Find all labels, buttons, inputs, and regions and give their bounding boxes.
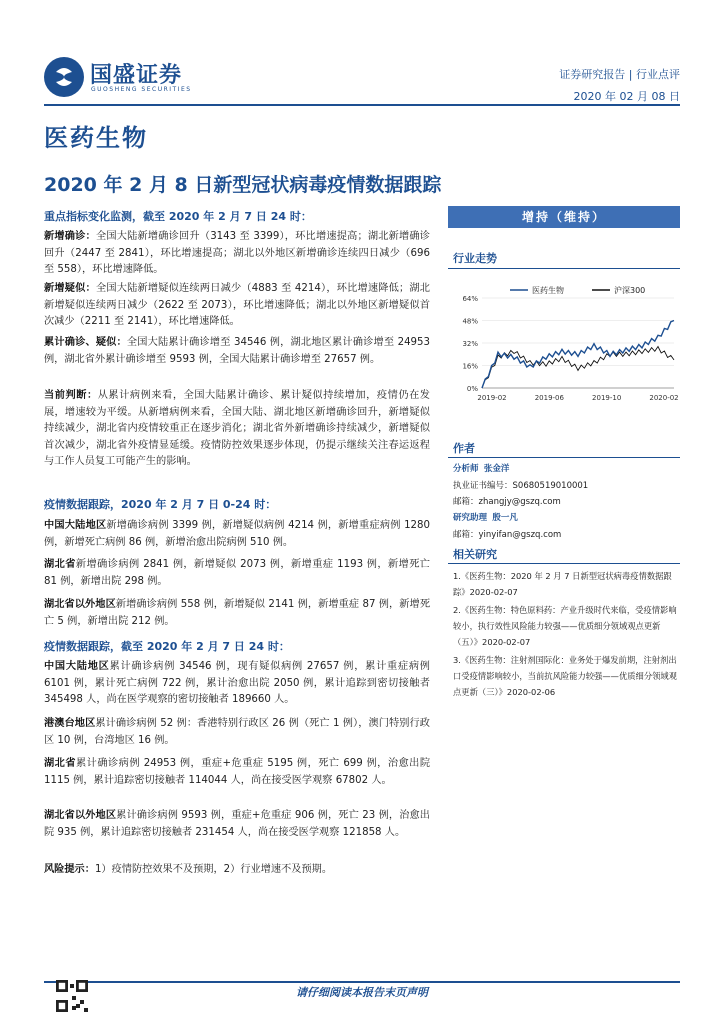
email-line-1	[453, 495, 561, 509]
label: 港澳台地区	[44, 718, 96, 729]
paragraph-cum-outside-hubei	[44, 808, 430, 841]
analyst-label: 分析师	[453, 464, 479, 474]
label: 新增确诊：	[44, 231, 96, 242]
x-tick-label: 2020-02	[649, 394, 679, 402]
paragraph-cum-hmt	[44, 716, 430, 749]
y-tick-label: 64%	[462, 295, 478, 303]
analyst-line	[453, 462, 509, 476]
cert-number: S0680519010001	[512, 481, 589, 491]
company-name-en: GUOSHENG SECURITIES	[91, 86, 192, 93]
y-tick-label: 16%	[462, 362, 478, 371]
label: 中国大陆地区	[44, 661, 110, 672]
header-divider	[44, 104, 680, 106]
label: 湖北省	[44, 559, 76, 570]
related-report-1[interactable]: 1.《医药生物：2020 年 2 月 7 日新型冠状病毒疫情数据跟踪》2020-02-07	[453, 571, 672, 597]
cert-line	[453, 479, 588, 493]
company-name: 国盛证券	[90, 63, 183, 88]
trend-divider	[448, 268, 680, 269]
footer-divider	[44, 981, 680, 983]
email-label: 邮箱：	[453, 497, 479, 507]
x-tick-label: 2019-06	[534, 394, 564, 402]
chart-lines	[482, 321, 674, 389]
text: 新增确诊病例 3399 例，新增疑似病例 4214 例，新增重症病例 1280 例，新增死亡病例 86 例，新增治愈出院病例 510 例。	[44, 520, 431, 548]
paragraph-cum-mainland	[44, 659, 430, 709]
label: 中国大陆地区	[44, 520, 107, 531]
text: 累计确诊病例 34546 例，现有疑似病例 27657 例，累计重症病例 6101 例，累计死亡病例 722 例，累计治愈出院 2050 例，累计追踪到密切接触者 345498 人，尚在医学观察的密切接触者 189660 人。	[44, 661, 430, 705]
label: 累计确诊、疑似：	[44, 337, 127, 348]
text: 累计确诊病例 52 例：香港特别行政区 26 例（死亡 1 例），澳门特别行政区 10 例，台湾地区 16 例。	[44, 718, 430, 746]
text: 全国大陆新增确诊回升（3143 至 3399），环比增速提高；湖北新增确诊回升（2447 至 2841），环比增速提高；湖北以外地区新增确诊连续四日减少（696 至 558），环比增速降低。	[44, 231, 430, 275]
report-title: 2020 年 2 月 8 日新型冠状病毒疫情数据跟踪	[44, 174, 442, 196]
related-divider	[448, 563, 680, 564]
label: 湖北省以外地区	[44, 599, 116, 610]
trend-heading: 行业走势	[453, 252, 497, 265]
assistant-email[interactable]: yinyifan@gszq.com	[478, 530, 562, 540]
footer-disclaimer: 请仔细阅读本报告末页声明	[296, 986, 428, 999]
rating-badge: 增持（维持）	[448, 206, 680, 228]
text: 新增确诊病例 558 例，新增疑似 2141 例，新增重症 87 例，新增死亡 5 例，新增出院 212 例。	[44, 599, 431, 627]
section-heading-daily: 疫情数据跟踪，2020 年 2 月 7 日 0-24 时：	[44, 498, 277, 511]
paragraph-new-suspected	[44, 281, 430, 331]
x-tick-label: 2019-10	[592, 394, 622, 402]
paragraph-risk	[44, 862, 430, 879]
logo-mark-icon	[52, 64, 76, 90]
paragraph-new-confirmed	[44, 229, 430, 279]
report-type: 证券研究报告 | 行业点评	[559, 68, 680, 81]
report-date: 2020 年 02 月 08 日	[573, 90, 680, 103]
text: 累计确诊病例 24953 例，重症+危重症 5195 例，死亡 699 例，治愈出院 1115 例，累计追踪密切接触者 114044 人，尚在接受医学观察 67802 人。	[44, 758, 431, 786]
related-heading: 相关研究	[453, 548, 497, 561]
industry-trend-chart	[452, 280, 680, 410]
paragraph-cumulative	[44, 335, 430, 368]
related-report-2[interactable]: 2.《医药生物：特色原料药：产业升级时代来临，受疫情影响较小，执行效性风险能力较强——优质细分领域观点更新（五）》2020-02-07	[453, 605, 677, 647]
author-divider	[448, 457, 680, 458]
series-line-hs300	[482, 347, 674, 389]
risk-text: 1）疫情防控效果不及预期，2）行业增速不及预期。	[94, 864, 333, 875]
risk-label: 风险提示：	[44, 864, 95, 875]
text: 新增确诊病例 2841 例，新增疑似 2073 例，新增重症 1193 例，新增死亡 81 例，新增出院 298 例。	[44, 559, 430, 587]
series-line-pharma	[482, 321, 674, 389]
label: 当前判断：	[44, 390, 98, 401]
analyst-name: 张金洋	[483, 464, 510, 474]
legend-label: 沪深300	[614, 286, 646, 295]
x-tick-label: 2019-02	[477, 394, 507, 402]
label: 新增疑似：	[44, 283, 96, 294]
email-label: 邮箱：	[453, 530, 479, 540]
chart-legend	[510, 285, 645, 295]
y-tick-label: 48%	[462, 317, 478, 326]
text: 累计确诊病例 9593 例，重症+危重症 906 例，死亡 23 例，治愈出院 935 例，累计追踪密切接触者 231454 人，尚在接受医学观察 121858 人。	[44, 810, 430, 838]
legend-label: 医药生物	[532, 286, 564, 295]
sector-title: 医药生物	[44, 124, 148, 152]
text: 从累计病例来看，全国大陆累计确诊、累计疑似持续增加，疫情仍在发展，增速较为平缓。从新增病例来看，全国大陆、湖北地区新增确诊回升，新增疑似持续减少，湖北省内疫情较重正在逐步消化；湖北省外新增确诊持续减少，新增疑似首次减少，湖北省外疫情显延缓。疫情防控效果逐步体现，仍提示继续关注春运返程与工作人员复工可能产生的影响。	[44, 390, 430, 467]
paragraph-daily-mainland	[44, 518, 430, 551]
paragraph-cum-hubei	[44, 756, 430, 789]
chart-axes	[462, 295, 678, 402]
paragraph-daily-outside-hubei	[44, 597, 430, 630]
analyst-email[interactable]: zhangjy@gszq.com	[478, 497, 561, 507]
author-heading: 作者	[453, 442, 475, 455]
assistant-label: 研究助理	[453, 513, 488, 523]
email-line-2	[453, 528, 561, 542]
y-tick-label: 32%	[462, 340, 478, 348]
related-report-3[interactable]: 3.《医药生物：注射剂国际化：业务处于爆发前期，注射剂出口受疫情影响较小，当前抗风险能力较强——优质细分领域观点更新（三）》2020-02-06	[453, 655, 678, 697]
assistant-line	[453, 511, 518, 525]
assistant-name: 殷一凡	[492, 513, 518, 523]
text: 全国大陆新增疑似连续两日减少（4883 至 4214），环比增速降低；湖北新增疑似连续两日减少（2622 至 2073），环比增速降低；湖北以外地区新增疑似首次减少（2211 至 2141），环比增速降低。	[44, 283, 430, 327]
paragraph-daily-hubei	[44, 557, 430, 590]
section-heading-indicators: 重点指标变化监测，截至 2020 年 2 月 7 日 24 时：	[44, 210, 312, 223]
y-tick-label: 0%	[466, 385, 478, 393]
text: 全国大陆累计确诊增至 34546 例，湖北地区累计确诊增至 24953 例，湖北省外累计确诊增至 9593 例，全国大陆累计确诊增至 27657 例。	[44, 337, 431, 365]
section-heading-cumulative: 疫情数据跟踪，截至 2020 年 2 月 7 日 24 时：	[44, 640, 290, 653]
label: 湖北省	[44, 758, 77, 769]
qr-code-icon	[56, 980, 88, 1012]
paragraph-judgement	[44, 388, 430, 471]
cert-label: 执业证书编号：	[453, 481, 513, 491]
label: 湖北省以外地区	[44, 810, 117, 821]
